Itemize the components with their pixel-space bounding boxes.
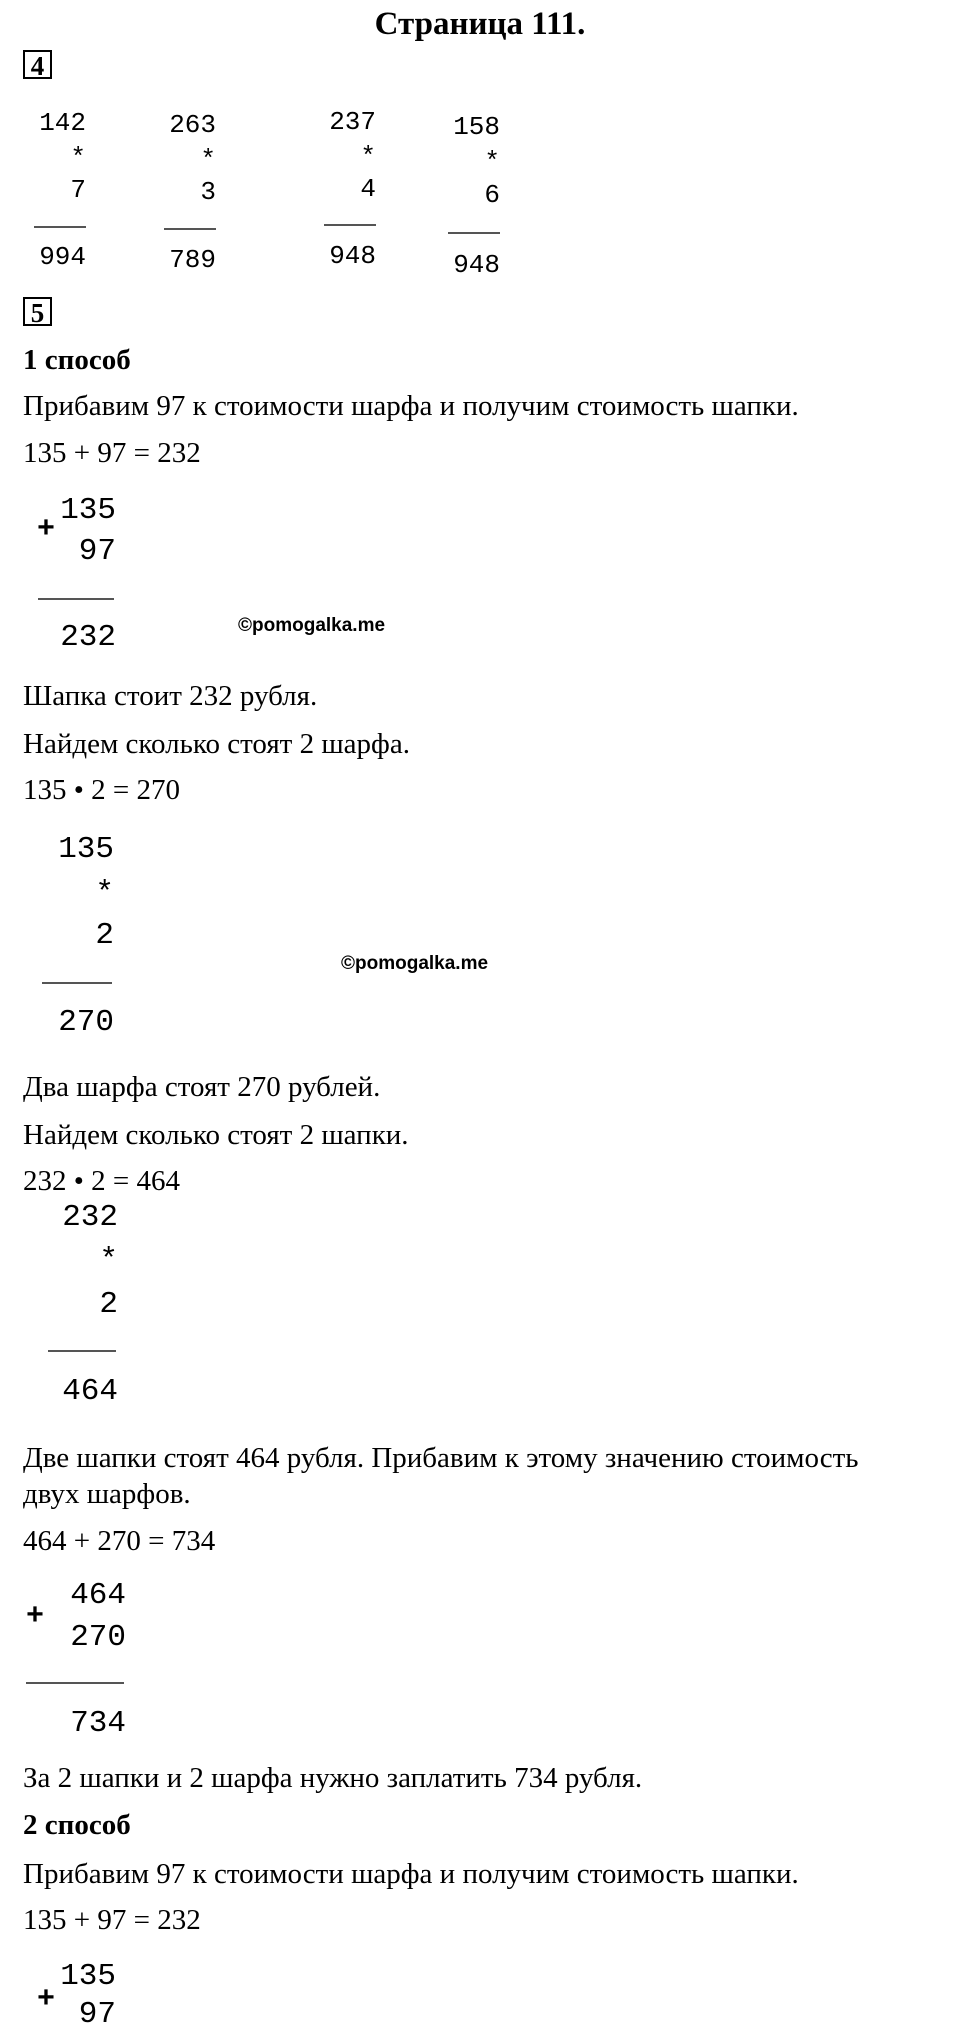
method-1-step-3-answer-line-2: двух шарфов.: [23, 1478, 191, 1510]
method-1-step-2-text: Найдем сколько стоят 2 шарфа.: [23, 728, 410, 760]
column-multiplier: 3: [200, 177, 216, 207]
method-1-step-3-equation: 232 • 2 = 464: [23, 1165, 181, 1197]
column-result: 789: [169, 245, 216, 275]
column-multiplicand: 135: [58, 832, 114, 867]
column-result: 464: [62, 1374, 118, 1409]
column-divider-line: [42, 982, 112, 984]
column-operator: *: [99, 1243, 118, 1278]
column-operator: *: [70, 143, 86, 173]
column-multiplier: 7: [70, 175, 86, 205]
task-number-4: 4: [23, 50, 52, 79]
sum-result: 232: [60, 620, 116, 655]
column-result: 948: [453, 250, 500, 280]
method-2-heading: 2 способ: [23, 1809, 131, 1841]
method-1-final-answer: За 2 шапки и 2 шарфа нужно заплатить 734 рубля.: [23, 1762, 643, 1794]
column-divider-line: [26, 1682, 124, 1684]
column-divider-line: [48, 1350, 116, 1352]
column-result: 270: [58, 1005, 114, 1040]
task-number-5: 5: [23, 297, 52, 326]
column-multiplicand: 142: [39, 108, 86, 138]
plus-sign: +: [37, 513, 56, 547]
method-1-step-2-equation: 135 • 2 = 270: [23, 774, 181, 806]
watermark: ©pomogalka.me: [341, 953, 489, 974]
method-1-step-2-answer: Два шарфа стоят 270 рублей.: [23, 1071, 381, 1103]
column-operator: *: [200, 145, 216, 175]
method-1-step-1-equation: 135 + 97 = 232: [23, 437, 201, 469]
method-1-step-1-answer: Шапка стоит 232 рубля.: [23, 680, 318, 712]
addend-2: 270: [70, 1620, 126, 1655]
column-multiplier: 6: [484, 180, 500, 210]
column-multiplicand: 158: [453, 112, 500, 142]
column-divider-line: [38, 598, 114, 600]
sum-result: 734: [70, 1706, 126, 1741]
column-result: 994: [39, 242, 86, 272]
method-2-step-1-equation: 135 + 97 = 232: [23, 1904, 201, 1936]
column-divider-line: [324, 224, 376, 226]
addend-1: 135: [60, 1959, 116, 1994]
column-divider-line: [34, 226, 86, 228]
page-title: Страница 111.: [374, 6, 586, 42]
column-operator: *: [95, 876, 114, 911]
addend-1: 135: [60, 493, 116, 528]
plus-sign: +: [37, 1983, 56, 2017]
method-1-step-3-answer-line-1: Две шапки стоят 464 рубля. Прибавим к этому значению стоимость: [23, 1442, 859, 1474]
column-divider-line: [448, 232, 500, 234]
column-multiplicand: 263: [169, 110, 216, 140]
column-multiplicand: 237: [329, 107, 376, 137]
column-multiplier: 2: [95, 918, 114, 953]
watermark: ©pomogalka.me: [238, 615, 386, 636]
column-result: 948: [329, 241, 376, 271]
column-multiplier: 4: [360, 174, 376, 204]
addend-2: 97: [78, 1997, 116, 2032]
method-1-step-4-equation: 464 + 270 = 734: [23, 1525, 216, 1557]
method-2-step-1-text: Прибавим 97 к стоимости шарфа и получим стоимость шапки.: [23, 1858, 799, 1890]
plus-sign: +: [26, 1600, 45, 1634]
column-operator: *: [360, 142, 376, 172]
column-operator: *: [484, 147, 500, 177]
column-multiplier: 2: [99, 1287, 118, 1322]
addend-2: 97: [78, 534, 116, 569]
method-1-heading: 1 способ: [23, 344, 131, 376]
addend-1: 464: [70, 1578, 126, 1613]
column-divider-line: [164, 228, 216, 230]
column-multiplicand: 232: [62, 1200, 118, 1235]
method-1-step-1-text: Прибавим 97 к стоимости шарфа и получим стоимость шапки.: [23, 390, 799, 422]
method-1-step-3-text: Найдем сколько стоят 2 шапки.: [23, 1119, 409, 1151]
